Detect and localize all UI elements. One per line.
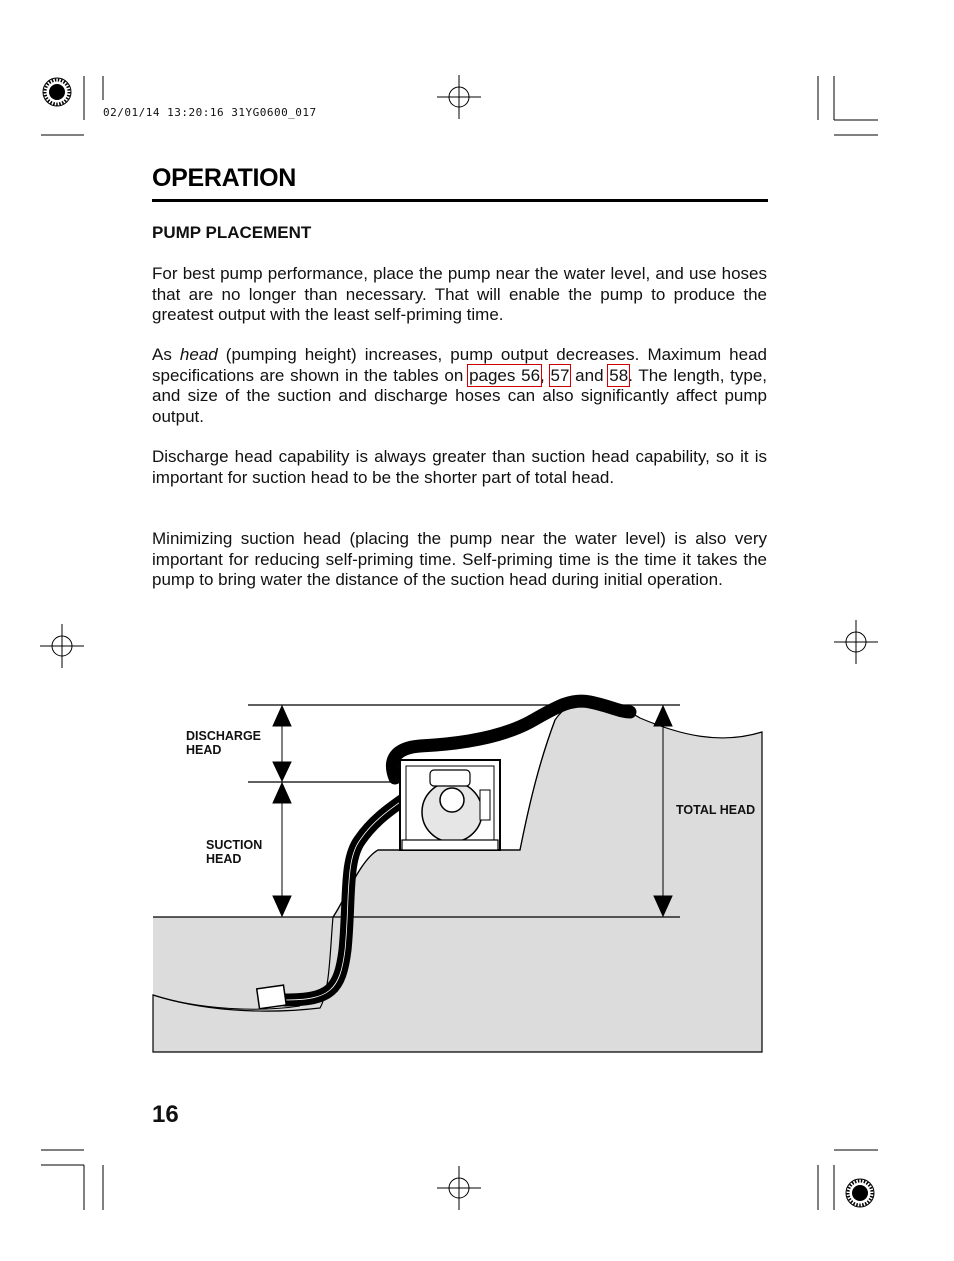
discharge-head-label-line2: HEAD bbox=[186, 743, 222, 757]
print-timestamp: 02/01/14 13:20:16 31YG0600_017 bbox=[103, 106, 317, 119]
link-pages-56[interactable]: pages 56 bbox=[469, 365, 541, 385]
discharge-head-label-line1: DISCHARGE bbox=[186, 729, 262, 743]
suction-head-label-line1: SUCTION bbox=[206, 838, 263, 852]
text-segment: As bbox=[152, 345, 180, 364]
discharge-head-label bbox=[186, 729, 261, 757]
text-segment: (pumping height) increases, pump output decreases. Maximum head specifications are shown in the tables on bbox=[152, 345, 767, 385]
total-head-label: TOTAL HEAD bbox=[676, 803, 756, 817]
suction-head-label bbox=[206, 838, 262, 866]
text-segment: and bbox=[569, 365, 610, 385]
page-number: 16 bbox=[152, 1101, 179, 1128]
link-page-58[interactable]: 58 bbox=[609, 365, 629, 385]
section-subheading: PUMP PLACEMENT bbox=[152, 223, 312, 242]
strainer bbox=[257, 985, 287, 1009]
pump-unit bbox=[400, 760, 500, 850]
discharge-head-dimension bbox=[273, 705, 291, 782]
text-segment: , bbox=[540, 365, 551, 385]
suction-head-label-line2: HEAD bbox=[206, 852, 242, 866]
link-page-57[interactable]: 57 bbox=[550, 365, 570, 385]
head-term: head bbox=[179, 345, 218, 364]
paragraph-placement: For best pump performance, place the pump near the water level, and use hoses that are no longer than necessary. That will enable the pump to produce the greatest output with the least self-priming time. bbox=[152, 264, 767, 324]
suction-head-dimension bbox=[273, 782, 291, 917]
text-segment: . The length, type, and size of the suction and discharge hoses can also significantly affect pump output. bbox=[152, 365, 768, 426]
page-title: OPERATION bbox=[152, 164, 297, 192]
paragraph-discharge: Discharge head capability is always greater than suction head capability, so it is important for suction head to be the shorter part of total head. bbox=[152, 447, 767, 487]
paragraph-suction: Minimizing suction head (placing the pump near the water level) is also very important for reducing self-priming time. Self-priming time is the time it takes the pump to bring water the distance of the suction head during initial operation. bbox=[152, 529, 767, 589]
